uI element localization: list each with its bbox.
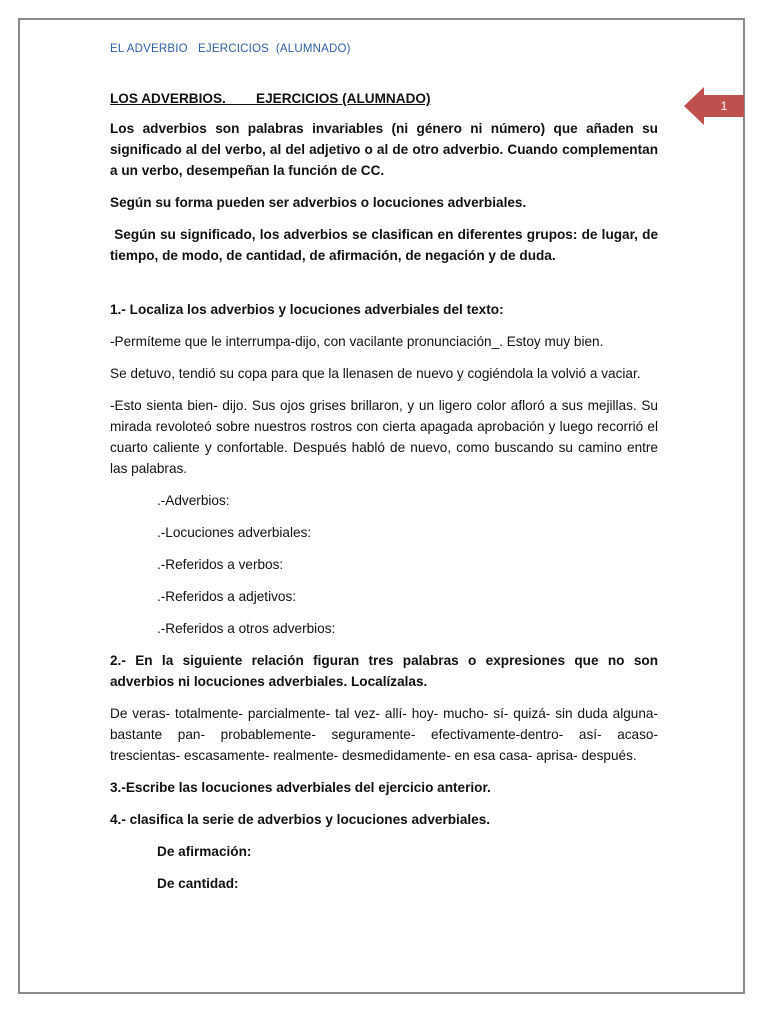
- exercise-2-heading: 2.- En la siguiente relación figuran tres palabras o expresiones que no son adverbios ni locuciones adverbiales. Localízalas.: [110, 653, 658, 689]
- exercise-1-text-paragraph: -Esto sienta bien- dijo. Sus ojos grises brillaron, y un ligero color afloró a sus mejillas. Su mirada revoloteó sobre nuestros rostros con cierta apagada aprobación y luego recorrió el cuarto caliente y confortable. Después habló de nuevo, como buscando su camino entre las palabras.: [110, 398, 658, 476]
- intro-paragraph-meaning: Según su significado, los adverbios se clasifican en diferentes grupos: de lugar, de tiempo, de modo, de cantidad, de afirmación, de negación y de duda.: [110, 227, 662, 263]
- exercise-4-item-afirmacion: De afirmación:: [157, 844, 252, 859]
- intro-paragraph-definition: Los adverbios son palabras invariables (ni género ni número) que añaden su significado al del verbo, al del adjetivo o al de otro adverbio. Cuando complementan a un verbo, desempeñan la función de CC.: [110, 121, 658, 178]
- exercise-1-item-adverbios: .-Adverbios:: [157, 493, 230, 508]
- exercise-1-item-verbos: .-Referidos a verbos:: [157, 557, 284, 572]
- exercise-1-item-otros-adverbios: .-Referidos a otros adverbios:: [157, 621, 336, 636]
- exercise-1-item-locuciones: .-Locuciones adverbiales:: [157, 525, 312, 540]
- exercise-4-heading: 4.- clasifica la serie de adverbios y locuciones adverbiales.: [110, 812, 491, 827]
- page-number-tab: [684, 87, 744, 125]
- document-title: LOS ADVERBIOS. EJERCICIOS (ALUMNADO): [110, 91, 431, 106]
- intro-paragraph-form: Según su forma pueden ser adverbios o locuciones adverbiales.: [110, 195, 527, 210]
- exercise-1-text-line: Se detuvo, tendió su copa para que la llenasen de nuevo y cogiéndola la volvió a vaciar.: [110, 366, 641, 381]
- exercise-3-heading: 3.-Escribe las locuciones adverbiales del ejercicio anterior.: [110, 780, 491, 795]
- exercise-1-text-line: -Permíteme que le interrumpa-dijo, con vacilante pronunciación_. Estoy muy bien.: [110, 334, 604, 349]
- running-header: EL ADVERBIO EJERCICIOS (ALUMNADO): [110, 43, 351, 55]
- page-number: 1: [720, 99, 728, 113]
- exercise-1-item-adjetivos: .-Referidos a adjetivos:: [157, 589, 297, 604]
- exercise-1-heading: 1.- Localiza los adverbios y locuciones adverbiales del texto:: [110, 302, 504, 317]
- exercise-2-word-list: De veras- totalmente- parcialmente- tal vez- allí- hoy- mucho- sí- quizá- sin duda alguna- bastante pan- probablemente- seguramente- efectivamente-dentro- así- acaso- trescientas- escasamente- realmente- desmedidamente- en esa casa- aprisa- después.: [110, 706, 658, 763]
- exercise-4-item-cantidad: De cantidad:: [157, 876, 239, 891]
- document-body: [110, 88, 662, 905]
